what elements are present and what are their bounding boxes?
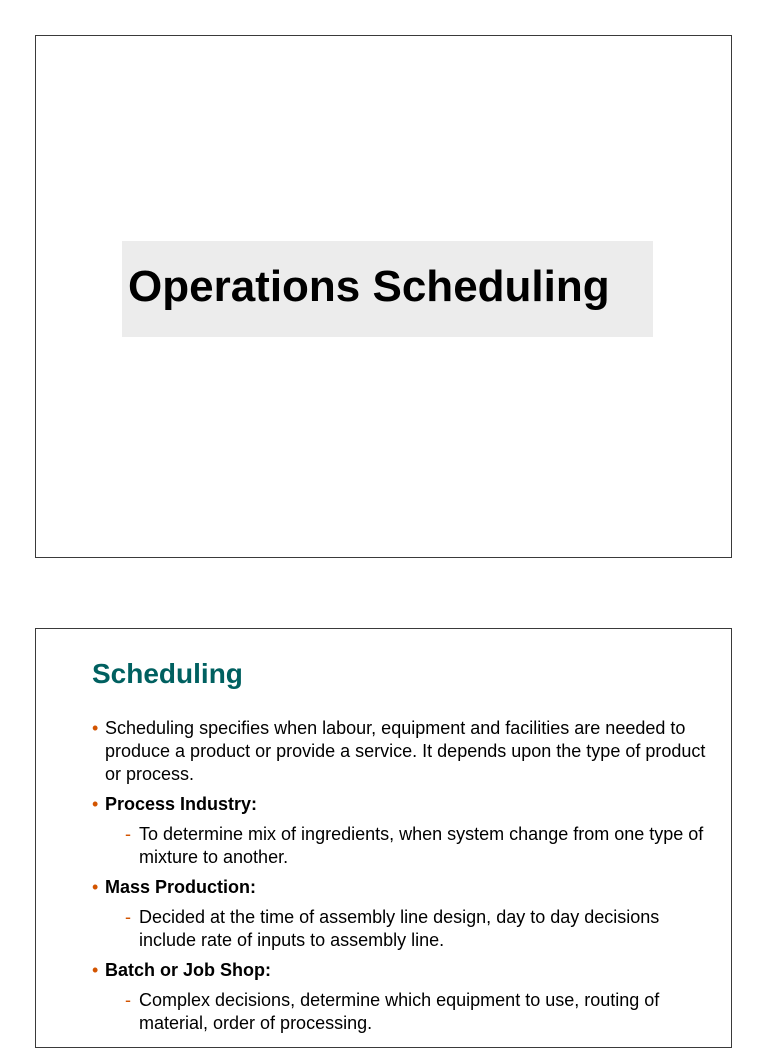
bullet-list	[92, 717, 712, 1042]
bullet-item	[92, 793, 712, 816]
bullet-text: Batch or Job Shop:	[105, 960, 271, 980]
sub-bullet-item	[92, 989, 712, 1035]
content-slide	[35, 628, 732, 1048]
bullet-item	[92, 876, 712, 899]
title-slide	[35, 35, 732, 558]
dash-icon: -	[125, 990, 131, 1010]
bullet-item	[92, 717, 712, 786]
bullet-text: Mass Production:	[105, 877, 257, 897]
bullet-icon: •	[92, 718, 99, 738]
slide-heading: Scheduling	[92, 658, 243, 689]
sub-bullet-text: Complex decisions, determine which equipment to use, routing of material, order of processing.	[139, 990, 660, 1033]
title-box	[122, 241, 653, 337]
bullet-text: Scheduling specifies when labour, equipment and facilities are needed to produce a product or provide a service. It depends upon the type of product or process.	[105, 718, 706, 784]
sub-bullet-item	[92, 906, 712, 952]
sub-bullet-text: Decided at the time of assembly line design, day to day decisions include rate of inputs to assembly line.	[139, 907, 660, 950]
bullet-icon: •	[92, 960, 99, 980]
dash-icon: -	[125, 824, 131, 844]
bullet-icon: •	[92, 877, 99, 897]
sub-bullet-text: To determine mix of ingredients, when system change from one type of mixture to another.	[139, 824, 704, 867]
bullet-item	[92, 959, 712, 982]
dash-icon: -	[125, 907, 131, 927]
bullet-icon: •	[92, 794, 99, 814]
slide-title: Operations Scheduling	[128, 262, 610, 311]
sub-bullet-item	[92, 823, 712, 869]
bullet-text: Process Industry:	[105, 794, 258, 814]
